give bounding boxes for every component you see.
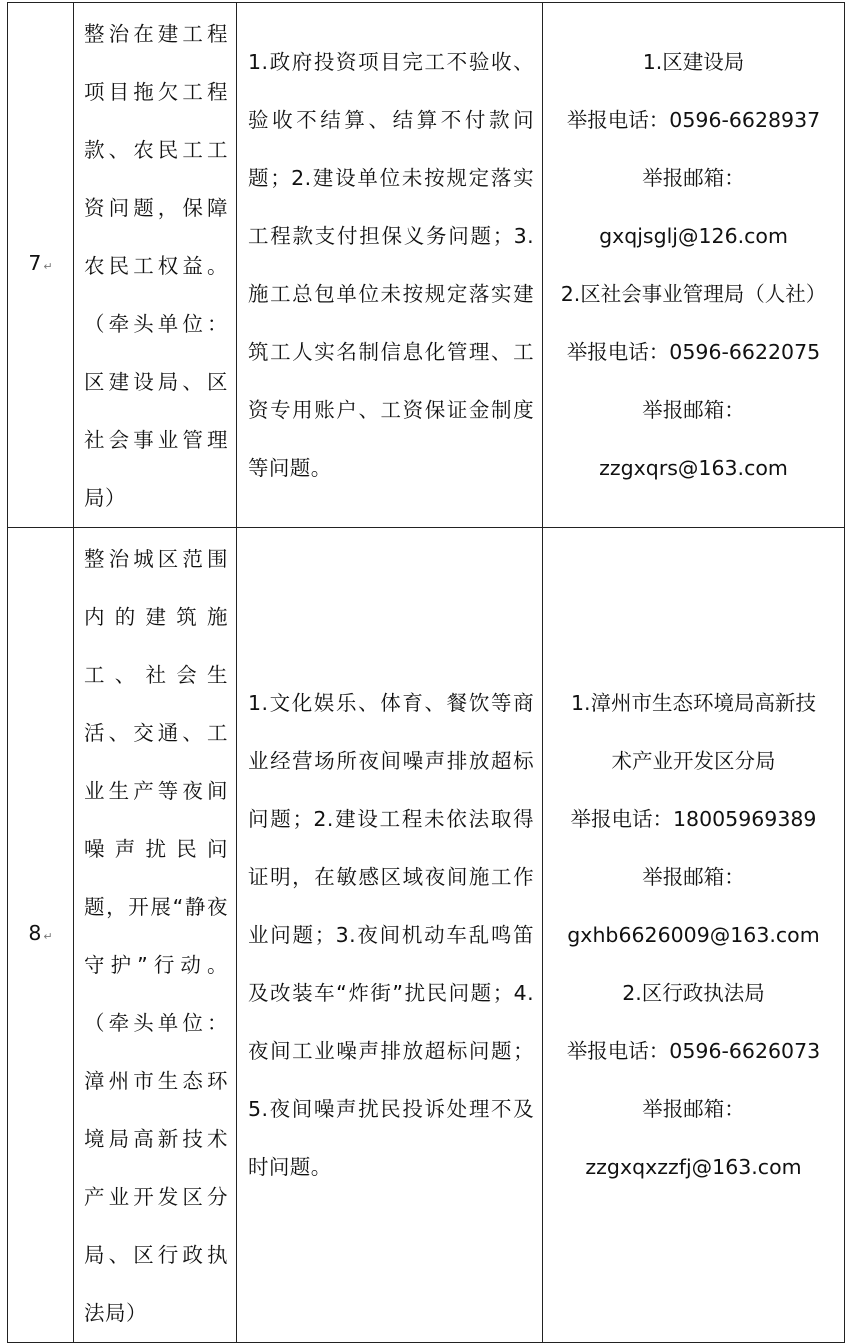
paragraph-mark-icon: ↵	[43, 260, 53, 273]
contact-line: 举报邮箱：	[642, 166, 745, 190]
contact-email[interactable]: gxhb6626009@163.com	[567, 923, 820, 947]
task-text: 整治在建工程项目拖欠工程款、农民工工资问题，保障农民工权益。（牵头单位：区建设局、区社会事业管理局）	[84, 22, 228, 510]
task-text: 整治城区范围内的建筑施工、社会生活、交通、工业生产等夜间噪声扰民问题，开展“静夜守护”行动。（牵头单位：漳州市生态环境局高新技术产业开发区分局、区行政执法局）	[84, 547, 228, 1325]
contact-line: 举报电话：0596-6628937	[566, 108, 821, 132]
issue-text: 1.文化娱乐、体育、餐饮等商业经营场所夜间噪声排放超标问题；2.建设工程未依法取得证明，在敏感区域夜间施工作业问题；3.夜间机动车乱鸣笛及改装车“炸街”扰民问题；4.夜间工业噪声排放超标问题；5.夜间噪声扰民投诉处理不及时问题。	[248, 691, 534, 1179]
contact-line: 术产业开发区分局	[611, 749, 776, 773]
contact-line: 举报邮箱：	[642, 865, 745, 889]
paragraph-mark-icon: ↵	[43, 930, 53, 943]
contact-line: 举报邮箱：	[642, 1097, 745, 1121]
issue-cell	[237, 3, 543, 528]
contact-line: 2.区社会事业管理局（人社）	[560, 282, 827, 306]
contact-cell	[543, 3, 845, 528]
task-table	[7, 2, 845, 1343]
contact-line: 举报电话：18005969389	[570, 807, 817, 831]
contact-line: 举报电话：0596-6622075	[566, 340, 821, 364]
table-row	[8, 3, 845, 528]
issue-cell	[237, 528, 543, 1343]
row-number-cell	[8, 528, 74, 1343]
contact-line: 1.区建设局	[642, 50, 745, 74]
issue-text: 1.政府投资项目完工不验收、验收不结算、结算不付款问题；2.建设单位未按规定落实工程款支付担保义务问题；3.施工总包单位未按规定落实建筑工人实名制信息化管理、工资专用账户、工资保证金制度等问题。	[248, 50, 534, 480]
contact-line: 举报邮箱：	[642, 398, 745, 422]
contact-line: 2.区行政执法局	[622, 981, 765, 1005]
contact-cell	[543, 528, 845, 1343]
contact-email[interactable]: zzgxqrs@163.com	[599, 456, 788, 480]
row-number: 7	[28, 251, 42, 275]
contact-line: 1.漳州市生态环境局高新技	[570, 691, 817, 715]
task-cell	[74, 528, 237, 1343]
contact-line: 举报电话：0596-6626073	[566, 1039, 821, 1063]
contact-email[interactable]: gxqjsglj@126.com	[599, 224, 788, 248]
row-number: 8	[28, 921, 42, 945]
row-number-cell	[8, 3, 74, 528]
contact-email[interactable]: zzgxqxzzfj@163.com	[585, 1155, 802, 1179]
table-row	[8, 528, 845, 1343]
task-cell	[74, 3, 237, 528]
